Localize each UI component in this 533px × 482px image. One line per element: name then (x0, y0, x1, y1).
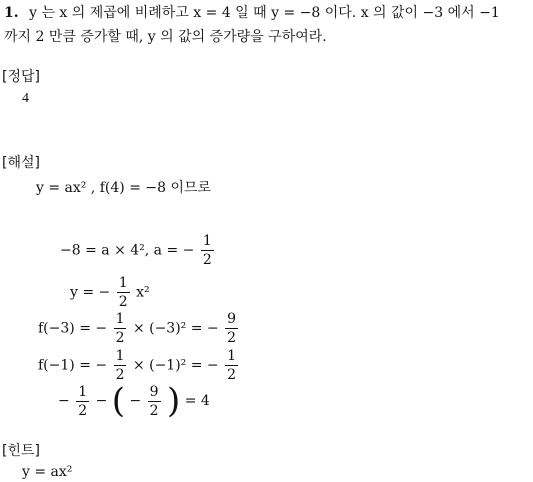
equation-2-left: y = − (70, 284, 111, 301)
problem-line-1 (4, 2, 500, 22)
fraction-numerator: 9 (149, 383, 159, 400)
equation-4-left: f(−1) = − (38, 357, 108, 374)
answer-value: 4 (22, 91, 29, 106)
fraction-numerator: 1 (118, 275, 128, 291)
problem-number: 1. (4, 5, 19, 21)
equation-2-fraction (117, 276, 130, 309)
equation-4-fraction-2 (225, 349, 238, 382)
equation-1-left: −8 = a × 4², a = − (60, 242, 195, 259)
equation-5-right: = 4 (184, 393, 210, 409)
fraction-numerator: 1 (202, 233, 212, 249)
equation-3-fraction-2 (225, 312, 238, 345)
fraction-denominator: 2 (78, 402, 88, 419)
equation-5-inner-minus: − (129, 393, 142, 409)
equation-5-fraction-2 (148, 385, 161, 418)
equation-1 (60, 234, 216, 267)
hint-header: [힌트] (2, 443, 40, 459)
fraction-denominator: 2 (227, 367, 237, 383)
equation-3-middle: × (−3)² = − (132, 320, 219, 337)
equation-2 (70, 276, 150, 309)
equation-5-middle: − (95, 393, 108, 409)
fraction-denominator: 2 (202, 252, 212, 268)
fraction-numerator: 9 (227, 311, 237, 327)
solution-intro: y = ax² , f(4) = −8 이므로 (36, 180, 212, 196)
fraction-denominator: 2 (118, 294, 128, 310)
equation-4 (38, 349, 240, 382)
equation-3-left: f(−3) = − (38, 320, 108, 337)
equation-5-fraction-1 (76, 385, 89, 418)
hint-formula: y = ax² (22, 464, 73, 480)
fraction-numerator: 1 (78, 383, 88, 400)
fraction-denominator: 2 (115, 367, 125, 383)
fraction-numerator: 1 (115, 348, 125, 364)
problem-text-line-2: 까지 2 만큼 증가할 때, y 의 값의 증가량을 구하여라. (4, 29, 327, 45)
equation-5-left: − (58, 393, 70, 409)
equation-2-right: x² (136, 284, 150, 301)
equation-3 (38, 312, 240, 345)
problem-line-2 (4, 26, 327, 46)
equation-4-middle: × (−1)² = − (132, 357, 219, 374)
fraction-denominator: 2 (149, 402, 159, 419)
equation-3-fraction-1 (114, 312, 127, 345)
answer-header: [정답] (2, 69, 40, 85)
right-paren: ) (167, 381, 181, 421)
fraction-numerator: 1 (227, 348, 237, 364)
fraction-denominator: 2 (115, 330, 125, 346)
fraction-numerator: 1 (115, 311, 125, 327)
equation-4-fraction-1 (114, 349, 127, 382)
fraction-denominator: 2 (227, 330, 237, 346)
problem-text-line-1: y 는 x 의 제곱에 비례하고 x = 4 일 때 y = −8 이다. x 의 값이 −3 에서 −1 (29, 5, 500, 21)
left-paren: ( (111, 381, 126, 421)
equation-5 (58, 381, 210, 421)
solution-header: [해설] (2, 155, 40, 171)
equation-1-fraction (201, 234, 214, 267)
